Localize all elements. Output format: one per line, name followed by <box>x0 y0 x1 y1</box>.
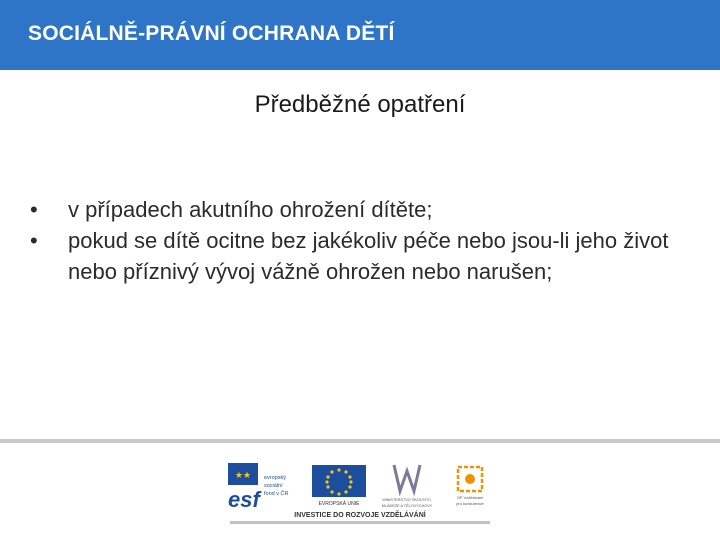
bullet-text: pokud se dítě ocitne bez jakékoliv péče nebo jsou-li jeho život nebo příznivý vývoj vážně ohrožen nebo narušen; <box>68 228 669 284</box>
header-bar <box>0 0 720 70</box>
svg-text:★★: ★★ <box>234 470 252 480</box>
slide-subtitle: Předběžné opatření <box>254 91 466 118</box>
esf-text: esf <box>228 487 260 511</box>
svg-text:evropský: evropský <box>264 475 287 481</box>
footer-divider <box>0 439 720 443</box>
list-item <box>30 225 670 287</box>
bullet-text: v případech akutního ohrožení dítěte; <box>68 197 433 222</box>
page-title: SOCIÁLNĚ-PRÁVNÍ OCHRANA DĚTÍ <box>28 22 395 45</box>
funding-fineprint <box>230 521 490 524</box>
eu-flag-logo <box>308 463 370 507</box>
svg-text:fond v ČR: fond v ČR <box>264 491 289 497</box>
svg-text:sociální: sociální <box>264 483 283 489</box>
bullet-icon: • <box>30 228 38 253</box>
list-item <box>30 194 670 225</box>
svg-text:MINISTERSTVO ŠKOLSTVÍ,: MINISTERSTVO ŠKOLSTVÍ, <box>382 498 432 502</box>
svg-text:OP Vzdělávání: OP Vzdělávání <box>456 495 484 500</box>
bullet-icon: • <box>30 197 38 222</box>
op-vk-logo <box>446 463 494 511</box>
msmt-logo <box>376 461 438 511</box>
funding-logos <box>224 459 496 527</box>
bullet-list <box>30 194 670 287</box>
svg-text:MLÁDEŽE A TĚLOVÝCHOVY: MLÁDEŽE A TĚLOVÝCHOVY <box>381 504 433 508</box>
funding-caption: INVESTICE DO ROZVOJE VZDĚLÁVÁNÍ <box>294 512 426 519</box>
esf-logo <box>228 463 300 511</box>
svg-text:pro konkurence: pro konkurence <box>456 501 484 506</box>
eu-label: EVROPSKÁ UNIE <box>318 501 360 507</box>
